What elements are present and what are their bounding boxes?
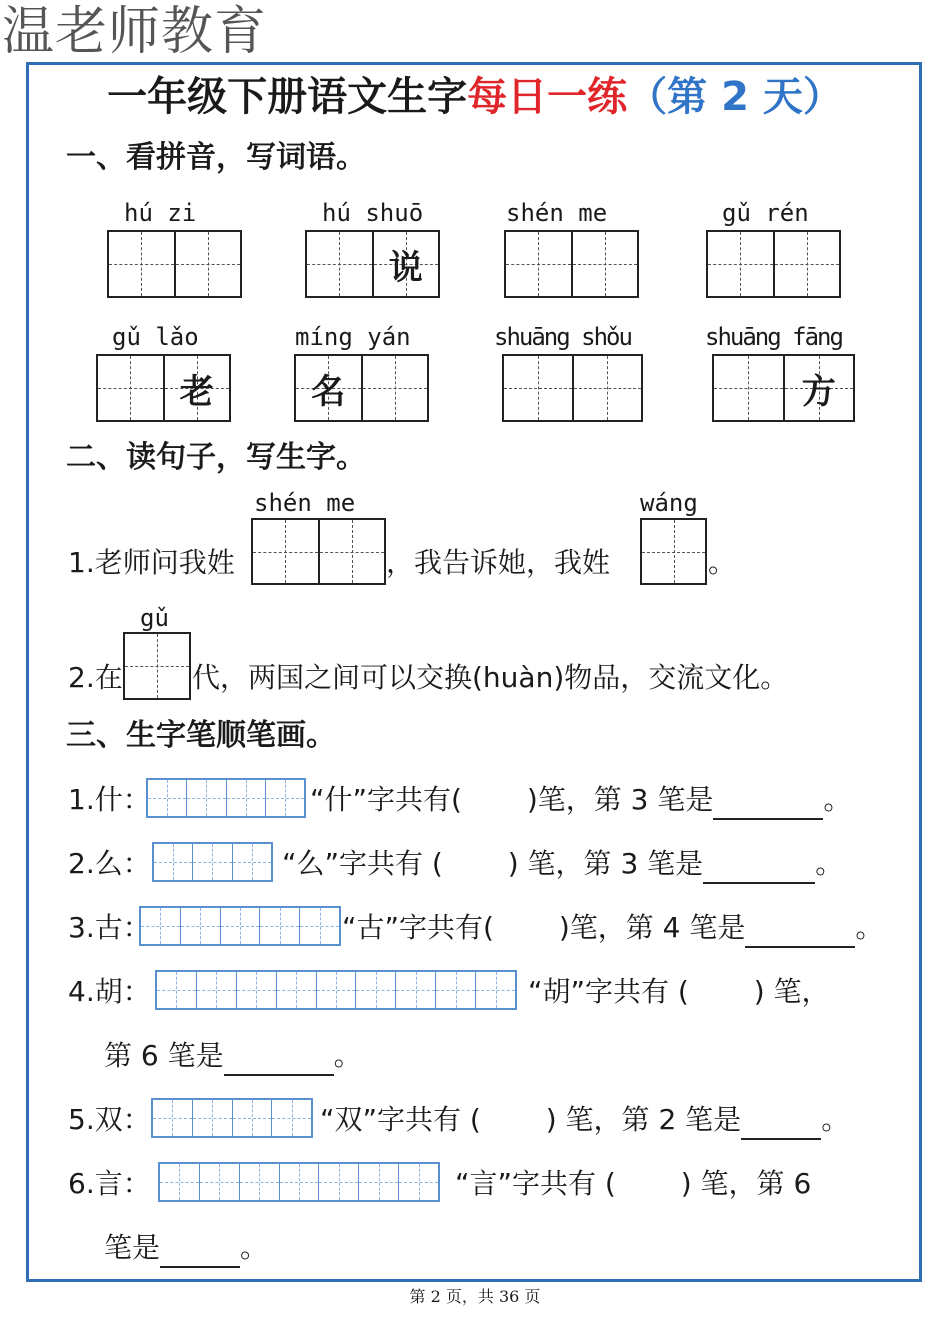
- tian-grid-word-4[interactable]: [706, 230, 841, 298]
- stroke-item-4-cont: 第 6 笔是 。: [104, 1036, 362, 1076]
- stroke-grid-6[interactable]: [158, 1162, 440, 1202]
- answer-blank[interactable]: [745, 914, 855, 948]
- stroke-grid-4[interactable]: [155, 970, 517, 1010]
- stroke-item-4-label: 4.胡：: [68, 975, 151, 1008]
- stroke-item-6-cont: 笔是 。: [104, 1228, 268, 1268]
- tian-grid-word-2[interactable]: [305, 230, 440, 298]
- tian-cell[interactable]: [504, 356, 574, 420]
- tian-grid-word-8[interactable]: [712, 354, 855, 422]
- tian-cell[interactable]: [363, 356, 428, 420]
- watermark: 温老师教育: [2, 2, 268, 62]
- pinyin-word-6: míng yán: [295, 323, 411, 351]
- stroke-item-3-text: “古”字共有( )笔，第 4 笔是 。: [342, 908, 883, 948]
- tian-grid-word-6[interactable]: [294, 354, 429, 422]
- tian-cell[interactable]: 方: [785, 356, 854, 420]
- stroke-grid-5[interactable]: [151, 1098, 313, 1138]
- title-part2: 每日一练: [467, 74, 628, 120]
- tian-cell[interactable]: [573, 232, 638, 296]
- sentence2-answer-grid[interactable]: [123, 632, 191, 700]
- stroke-item-2-text: “么”字共有 ( ) 笔，第 3 笔是 。: [282, 844, 843, 884]
- pinyin-word-4: gǔ rén: [722, 199, 809, 227]
- sentence1-answer-grid[interactable]: [251, 518, 386, 585]
- section2-heading: 二、读句子，写生字。: [66, 440, 366, 475]
- tian-cell[interactable]: [98, 356, 165, 420]
- pinyin-word-5: gǔ lǎo: [112, 323, 199, 351]
- sentence1-prefix: 1.老师问我姓: [68, 546, 235, 579]
- tian-cell[interactable]: [642, 520, 705, 583]
- sentence2-prefix: 2.在: [68, 661, 123, 694]
- stroke-item-1-label: 1.什：: [68, 783, 151, 816]
- tian-cell[interactable]: [307, 232, 374, 296]
- stroke-grid-2[interactable]: [152, 842, 273, 882]
- stroke-item-5-label: 5.双：: [68, 1103, 151, 1136]
- answer-blank[interactable]: [224, 1042, 334, 1076]
- sentence1-pinyin1: shén me: [254, 489, 356, 517]
- sentence2-suffix: 代，两国之间可以交换(huàn)物品，交流文化。: [192, 661, 789, 694]
- sentence1-answer-grid-2[interactable]: [640, 518, 707, 585]
- section1-heading: 一、看拼音，写词语。: [66, 140, 366, 175]
- stroke-item-5-text: “双”字共有 ( ) 笔，第 2 笔是 。: [320, 1100, 849, 1140]
- stroke-grid-3[interactable]: [139, 906, 341, 946]
- sentence1-pinyin2: wáng: [640, 489, 698, 517]
- pinyin-word-2: hú shuō: [322, 199, 424, 227]
- stroke-item-4-text: “胡”字共有 ( ) 笔，: [528, 975, 830, 1008]
- tian-cell[interactable]: [714, 356, 785, 420]
- tian-grid-word-1[interactable]: [107, 230, 242, 298]
- tian-cell[interactable]: [253, 520, 320, 583]
- pinyin-word-8: shuāng fāng: [705, 323, 842, 351]
- stroke-item-1-text: “什”字共有( )笔，第 3 笔是 。: [310, 780, 851, 820]
- page-footer: 第 2 页，共 36 页: [409, 1287, 541, 1306]
- sentence1-middle: ，我告诉她，我姓: [386, 546, 611, 579]
- title-part3: （第 2 天）: [627, 74, 843, 120]
- pinyin-word-1: hú zi: [124, 199, 197, 227]
- page-title: [0, 70, 950, 124]
- tian-cell[interactable]: [506, 232, 573, 296]
- answer-blank[interactable]: [160, 1234, 240, 1268]
- answer-blank[interactable]: [741, 1106, 821, 1140]
- tian-grid-word-5[interactable]: [96, 354, 231, 422]
- tian-cell[interactable]: [176, 232, 241, 296]
- answer-blank[interactable]: [713, 786, 823, 820]
- stroke-item-6-label: 6.言：: [68, 1167, 151, 1200]
- pinyin-word-3: shén me: [506, 199, 608, 227]
- tian-grid-word-3[interactable]: [504, 230, 639, 298]
- tian-cell[interactable]: [109, 232, 176, 296]
- title-part1: 一年级下册语文生字: [107, 74, 468, 120]
- tian-cell[interactable]: 名: [296, 356, 363, 420]
- pinyin-word-7: shuāng shǒu: [494, 323, 631, 351]
- stroke-item-2-label: 2.么：: [68, 847, 151, 880]
- tian-grid-word-7[interactable]: [502, 354, 643, 422]
- sentence1-suffix: 。: [708, 546, 737, 579]
- tian-cell[interactable]: [574, 356, 642, 420]
- stroke-grid-1[interactable]: [146, 778, 306, 818]
- tian-cell[interactable]: [320, 520, 385, 583]
- answer-blank[interactable]: [703, 850, 815, 884]
- sentence2-pinyin: gǔ: [140, 604, 169, 632]
- tian-cell[interactable]: [125, 634, 189, 698]
- tian-cell[interactable]: [708, 232, 775, 296]
- stroke-item-3-label: 3.古：: [68, 911, 151, 944]
- section3-heading: 三、生字笔顺笔画。: [66, 718, 336, 753]
- tian-cell[interactable]: 说: [374, 232, 439, 296]
- tian-cell[interactable]: [775, 232, 840, 296]
- tian-cell[interactable]: 老: [165, 356, 230, 420]
- stroke-item-6-text: “言”字共有 ( ) 笔，第 6: [455, 1167, 812, 1200]
